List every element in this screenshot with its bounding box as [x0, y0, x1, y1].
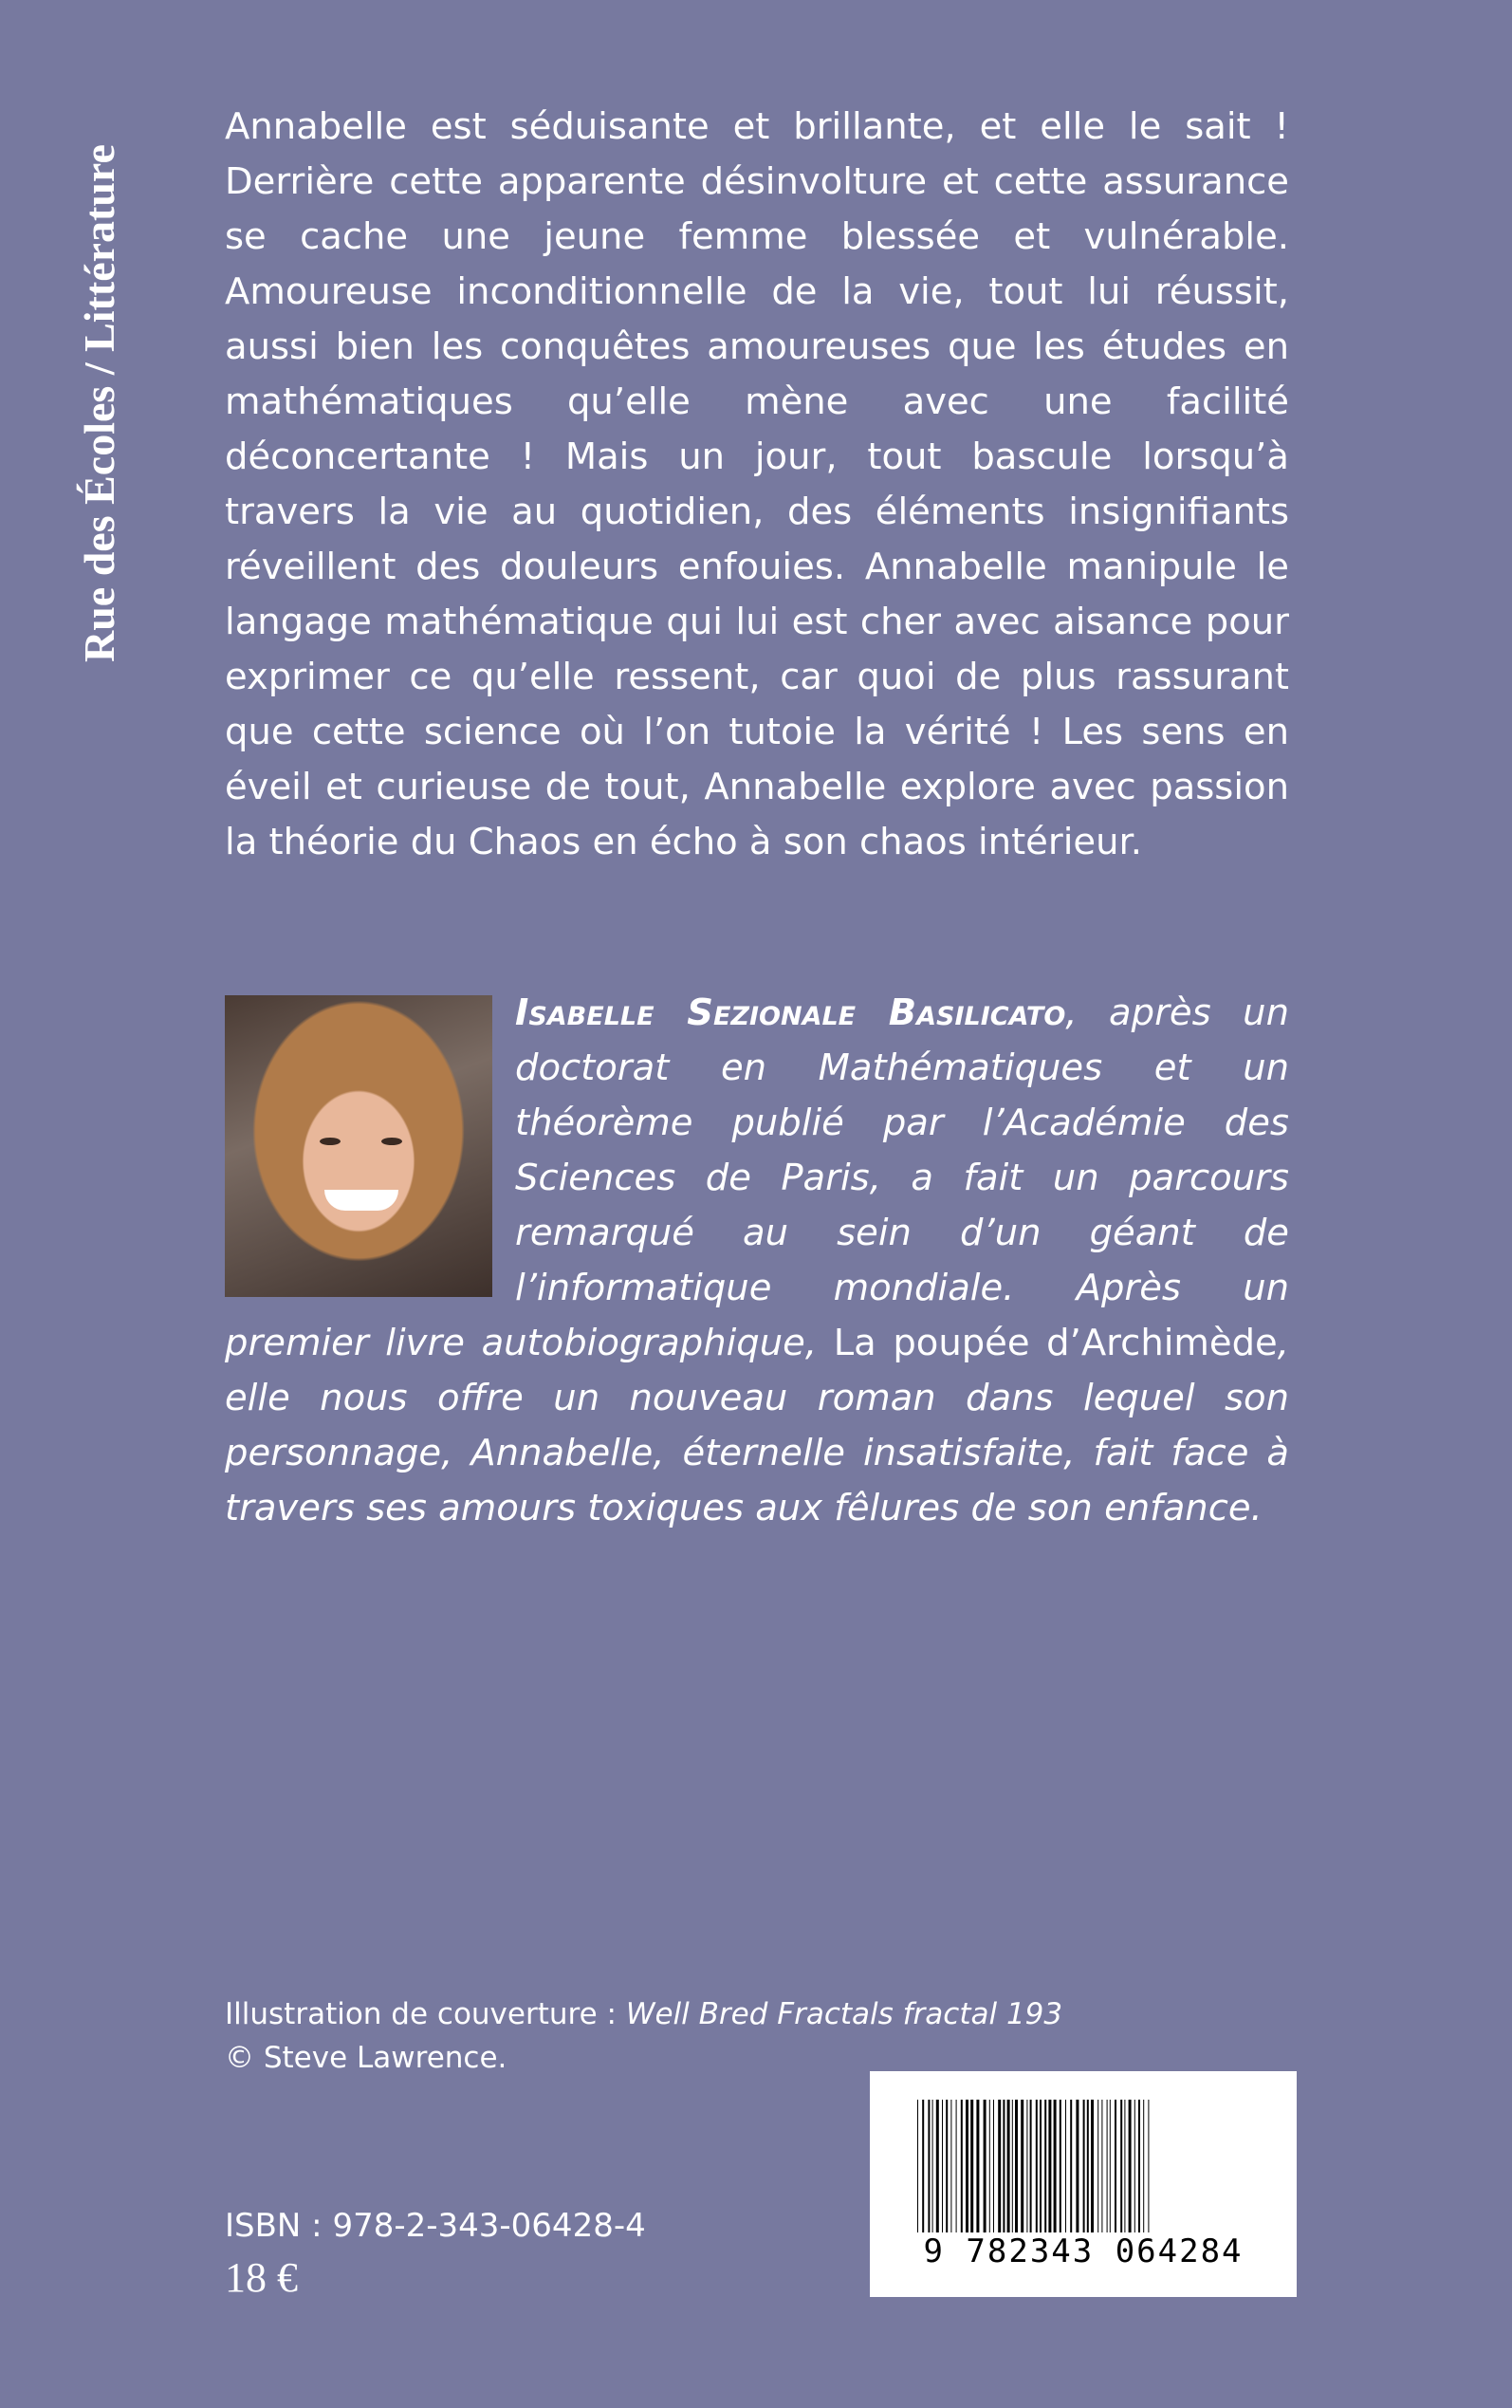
spine-collection-title: Rue des Écoles / Littérature	[75, 144, 123, 662]
barcode-bar	[1070, 2100, 1072, 2232]
price: 18 €	[225, 2254, 298, 2301]
barcode-bar	[1091, 2100, 1094, 2232]
barcode-bar	[1124, 2100, 1125, 2232]
barcode-bar	[1115, 2100, 1116, 2232]
author-bio-part2: , elle nous offre un nouveau roman dans lequel son personnage, Annabelle, éternelle insatisfaite, fait face à travers ses amours toxiques aux fêlures de son enfance.	[225, 1322, 1289, 1529]
barcode-bar	[1083, 2100, 1085, 2232]
author-name: Isabelle Sezionale Basilicato	[515, 991, 1066, 1034]
credit-work-title: Well Bred Fractals fractal 193	[625, 1997, 1063, 2031]
barcode-bar	[932, 2100, 933, 2232]
barcode-bar	[1129, 2100, 1132, 2232]
barcode-bar	[1003, 2100, 1005, 2232]
barcode-bar	[917, 2100, 918, 2232]
barcode-bars	[917, 2100, 1249, 2232]
barcode-bar	[1076, 2100, 1079, 2232]
isbn: ISBN : 978-2-343-06428-4	[225, 2207, 646, 2245]
author-smile	[324, 1190, 398, 1211]
barcode-bar	[1054, 2100, 1057, 2232]
barcode-bar	[989, 2100, 990, 2232]
barcode-bar	[1036, 2100, 1038, 2232]
barcode-bar	[946, 2100, 948, 2232]
barcode-bar	[1097, 2100, 1098, 2232]
barcode-bar	[1044, 2100, 1046, 2232]
barcode-bar	[922, 2100, 924, 2232]
credit-copyright: © Steve Lawrence.	[225, 2041, 507, 2075]
author-bio-part1: , après un doctorat en Mathématiques et un théorème publié par l’Académie des Sciences de Paris, a fait un parcours remarqué au sein d’un géant de l’informatique mondiale. Après un premier livre autobiographique,	[225, 991, 1289, 1364]
author-eye-right	[381, 1138, 402, 1145]
barcode-bar	[984, 2100, 986, 2232]
barcode-bar	[1015, 2100, 1018, 2232]
barcode-bar	[1110, 2100, 1111, 2232]
barcode-bar	[1134, 2100, 1135, 2232]
barcode-bar	[1138, 2100, 1140, 2232]
barcode-bar	[993, 2100, 994, 2232]
barcode-bar	[1120, 2100, 1122, 2232]
barcode-bar	[1026, 2100, 1027, 2232]
credit-label: Illustration de couverture :	[225, 1997, 626, 2031]
barcode-bar	[998, 2100, 1001, 2232]
author-bio	[225, 986, 1289, 1536]
previous-book-title: La poupée d’Archimède	[833, 1322, 1278, 1364]
back-cover-blurb: Annabelle est séduisante et brillante, et elle le sait ! Derrière cette apparente désinvolture et cette assurance se cache une jeune femme blessée et vulnérable. Amoureuse inconditionnelle de la vie, tout lui réussit, aussi bien les conquêtes amoureuses que les études en mathématiques qu’elle mène avec une facilité déconcertante ! Mais un jour, tout bascule lorsqu’à travers la vie au quotidien, des éléments insignifiants réveillent des douleurs enfouies. Annabelle manipule le langage mathématique qui lui est cher avec aisance pour exprimer ce qu’elle ressent, car quoi de plus rassurant que cette science où l’on tutoie la vérité ! Les sens en éveil et curieuse de tout, Annabelle explore avec passion la théorie du Chaos en écho à son chaos intérieur.	[225, 105, 1289, 863]
barcode-bar	[928, 2100, 930, 2232]
barcode-bar	[1040, 2100, 1042, 2232]
barcode-bar	[1012, 2100, 1013, 2232]
barcode-number: 9 782343 064284	[923, 2232, 1244, 2270]
barcode-bar	[1148, 2100, 1149, 2232]
barcode-bar	[1060, 2100, 1061, 2232]
author-eye-left	[320, 1138, 341, 1145]
barcode-bar	[961, 2100, 963, 2232]
barcode-bar	[1101, 2100, 1102, 2232]
barcode-bar	[1143, 2100, 1144, 2232]
barcode-bar	[976, 2100, 979, 2232]
barcode-bar	[1065, 2100, 1066, 2232]
barcode-bar	[1021, 2100, 1023, 2232]
barcode-bar	[956, 2100, 957, 2232]
barcode-bar	[1048, 2100, 1051, 2232]
barcode	[870, 2071, 1297, 2297]
cover-illustration-credit	[225, 1992, 1062, 2080]
barcode-bar	[966, 2100, 968, 2232]
barcode-bar	[1087, 2100, 1089, 2232]
barcode-bar	[936, 2100, 939, 2232]
author-photo	[225, 995, 492, 1297]
barcode-bar	[1007, 2100, 1010, 2232]
barcode-bar	[942, 2100, 943, 2232]
barcode-bar	[970, 2100, 973, 2232]
barcode-bar	[1030, 2100, 1032, 2232]
barcode-bar	[950, 2100, 951, 2232]
barcode-bar	[1107, 2100, 1108, 2232]
